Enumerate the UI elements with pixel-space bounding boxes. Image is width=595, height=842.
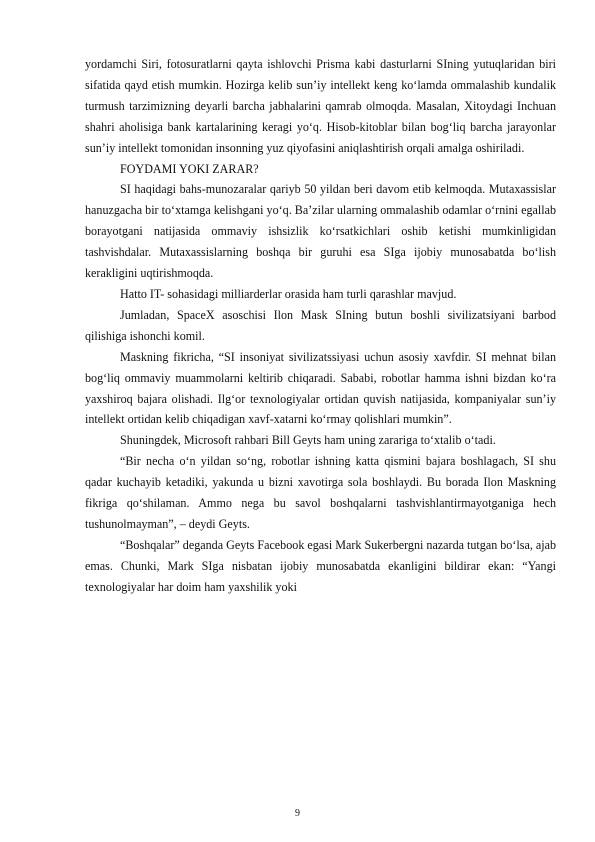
paragraph: Hatto IT- sohasidagi milliarderlar orasida ham turli qarashlar mavjud. (120, 286, 457, 301)
paragraph: Jumladan, SpaceX asoschisi Ilon Mask SIning butun boshli sivilizatsiyani barbod qilishiga ishonchi komil. (85, 307, 556, 343)
paragraph: Shuningdek, Microsoft rahbari Bill Geyts ham uning zarariga to‘xtalib o‘tadi. (120, 433, 496, 448)
page-number: 9 (295, 808, 300, 819)
document-page (85, 54, 556, 598)
paragraph-continuation: yordamchi Siri, fotosuratlarni qayta ishlovchi Prisma kabi dasturlarni SIning yutuqlaridan biri sifatida qayd etish mumkin. Hozirga kelib sun’iy intellekt keng ko‘lamda ommalashib kundalik turmush tarzimizning deyarli barcha jabhalarini qamrab olmoqda. Masalan, Xitoydagi Inchuan shahri aholisiga bank kartalarining keragi yo‘q. Hisob-kitoblar bilan bog‘liq barcha jarayonlar sun’iy intellekt tomonidan insonning yuz qiyofasini aniqlashtirish orqali amalga oshiriladi. (85, 57, 556, 155)
paragraph: SI haqidagi bahs-munozaralar qariyb 50 yildan beri davom etib kelmoqda. Mutaxassislar hanuzgacha bir to‘xtamga kelishgani yo‘q. Ba’zilar ularning ommalashib odamlar o‘rnini egallab borayotgani natijasida ommaviy ishsizlik ko‘rsatkichlari oshib ketishi mumkinligidan tashvishdalar. Mutaxassislarning boshqa bir guruhi esa SIga ijobiy munosabatda bo‘lish kerakligini uqtirishmoqda. (85, 182, 556, 281)
section-heading: FOYDAMI YOKI ZARAR? (120, 161, 259, 176)
paragraph: Maskning fikricha, “SI insoniyat sivilizatssiyasi uchun asosiy xavfdir. SI mehnat bilan bog‘liq ommaviy muammolarni keltirib chiqaradi. Sababi, robotlar hamma ishni bizdan ko‘ra yaxshiroq bajara olishadi. Ilg‘or texnologiyalar ortidan quvish natijasida, kompaniyalar sun’iy intellekt ortidan kelib chiqadigan xavf-xatarni ko‘rmay qolishlari mumkin”. (85, 349, 556, 427)
paragraph: “Bir necha o‘n yildan so‘ng, robotlar ishning katta qismini bajara boshlagach, SI shu qadar kuchayib ketadiki, yakunda u bizni xavotirga sola boshlaydi. Bu borada Ilon Maskning fikriga qo‘shilaman. Ammo nega bu savol boshqalarni tashvishlantirmayotganiga hech tushunolmayman”, – deydi Geyts. (85, 454, 556, 531)
paragraph: “Boshqalar” deganda Geyts Facebook egasi Mark Sukerbergni nazarda tutgan bo‘lsa, ajab emas. Chunki, Mark SIga nisbatan ijobiy munosabatda ekanligini bildirar ekan: “Yangi texnologiyalar har doim ham yaxshilik yoki (85, 537, 557, 594)
